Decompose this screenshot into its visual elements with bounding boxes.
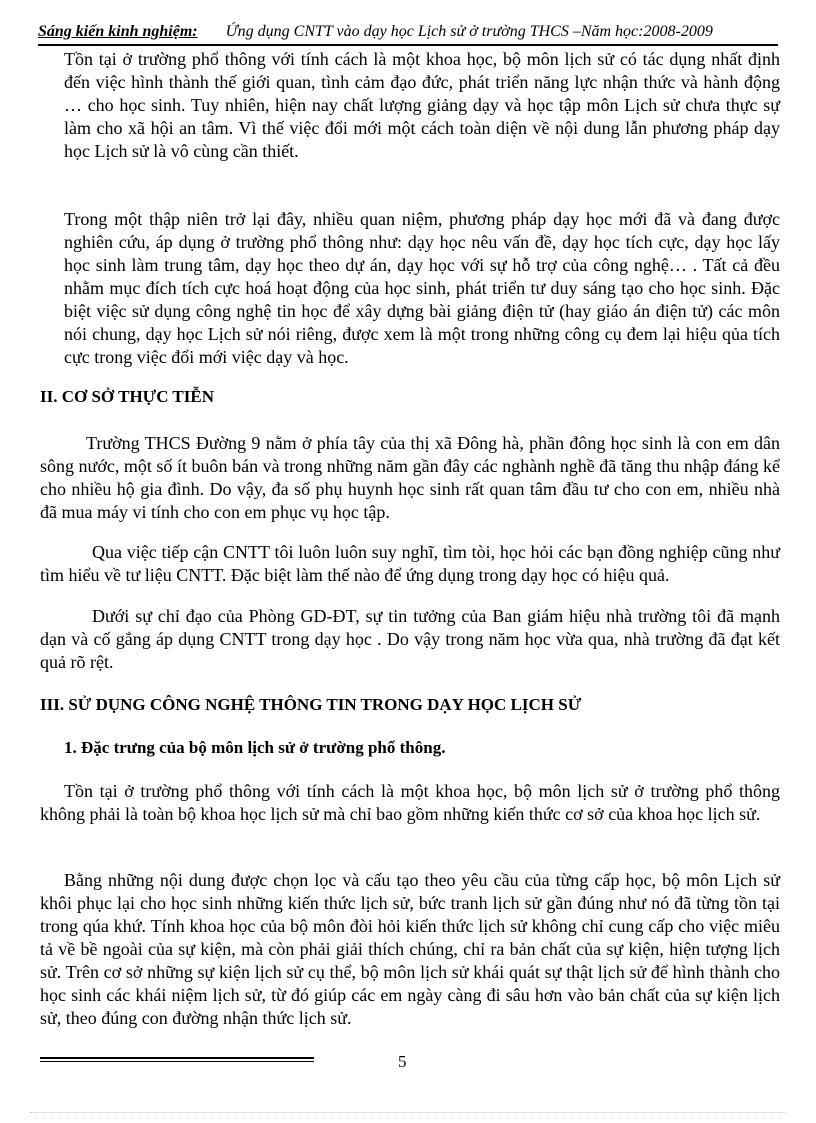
paragraph-reality-1: Trường THCS Đường 9 nằm ở phía tây của thị xã Đông hà, phần đông học sinh là con em dân sông nước, một số ít buôn bán và trong những năm gần đây các nghành nghề đã tăng thu nhập đáng kể cho nhiều hộ gia đình. Do vậy, đa số phụ huynh học sinh rất quan tâm đầu tư cho con em, nhiều nhà đã mua máy vi tính cho con em phục vụ học tập. bbox=[40, 433, 780, 522]
page-number: 5 bbox=[398, 1052, 407, 1071]
section-heading-2: II. CƠ SỞ THỰC TIỄN bbox=[40, 387, 214, 406]
header-document-type: Sáng kiến kinh nghiệm: bbox=[38, 23, 198, 40]
footer-rule bbox=[40, 1057, 314, 1059]
subsection-heading-1: 1. Đặc trưng của bộ môn lịch sử ở trường phổ thông. bbox=[64, 738, 446, 757]
paragraph-characteristics-1: Tồn tại ở trường phổ thông với tính cách là một khoa học, bộ môn lịch sử ở trường phổ thông không phải là toàn bộ khoa học lịch sử mà chỉ bao gồm những kiến thức cơ sở của khoa học lịch sử. bbox=[40, 781, 780, 824]
paragraph-reality-2: Qua việc tiếp cận CNTT tôi luôn luôn suy nghĩ, tìm tòi, học hỏi các bạn đồng nghiệp cũng như tìm hiểu về tư liệu CNTT. Đặc biệt làm thế nào để ứng dụng trong dạy học có hiệu quả. bbox=[40, 542, 780, 585]
paragraph-characteristics-2: Bằng những nội dung được chọn lọc và cấu tạo theo yêu cầu của từng cấp học, bộ môn Lịch sử khôi phục lại cho học sinh những kiến thức lịch sử, bức tranh lịch sử gần đúng như nó đã từng tồn tại trong qúa khứ. Tính khoa học của bộ môn đòi hỏi kiến thức lịch sử không chỉ cung cấp cho việc miêu tả về bề ngoài của sự kiện, mà còn phải giải thích chúng, chỉ ra bản chất của sự kiện, hiện tượng lịch sử. Trên cơ sở những sự kiện lịch sử cụ thể, bộ môn lịch sử khái quát sự thật lịch sử để hình thành cho học sinh các khái niệm lịch sử, từ đó giúp các em ngày càng đi sâu hơn vào bản chất của sự kiện lịch sử, theo đúng con đường nhận thức lịch sử. bbox=[40, 870, 780, 1028]
section-heading-3: III. SỬ DỤNG CÔNG NGHỆ THÔNG TIN TRONG DẠY HỌC LỊCH SỬ bbox=[40, 695, 582, 714]
footer-rule-secondary bbox=[40, 1061, 314, 1062]
page-header bbox=[38, 22, 778, 46]
page-bottom-border bbox=[30, 1112, 786, 1113]
paragraph-intro-2: Trong một thập niên trở lại đây, nhiều quan niệm, phương pháp dạy học mới đã và đang được nghiên cứu, áp dụng ở trường phổ thông như: dạy học nêu vấn đề, dạy học tích cực, dạy học lấy học sinh làm trung tâm, dạy học theo dự án, dạy học với sự hỗ trợ của công nghệ… . Tất cả đều nhằm mục đích tích cực hoá hoạt động của học sinh, phát triển tư duy sáng tạo cho học sinh. Đặc biệt việc sử dụng công nghệ tin học để xây dựng bài giảng điện tử (hay giáo án điện tử) các môn nói chung, dạy học Lịch sử nói riêng, được xem là một trong những công cụ đem lại hiệu qủa tích cực trong việc đổi mới việc dạy và học. bbox=[64, 209, 780, 367]
paragraph-reality-3: Dưới sự chỉ đạo của Phòng GD-ĐT, sự tin tưởng của Ban giám hiệu nhà trường tôi đã mạnh dạn và cố gắng áp dụng CNTT trong dạy học . Do vậy trong năm học vừa qua, nhà trường đã đạt kết quả rõ rệt. bbox=[40, 606, 780, 672]
header-document-title: Ứng dụng CNTT vào dạy học Lịch sử ở trường THCS –Năm học:2008-2009 bbox=[225, 23, 713, 40]
paragraph-intro-1: Tồn tại ở trường phổ thông với tính cách là một khoa học, bộ môn lịch sử có tác dụng nhất định đến việc hình thành thế giới quan, tình cảm đạo đức, phát triển năng lực nhận thức và hành động … cho học sinh. Tuy nhiên, hiện nay chất lượng giảng dạy và học tập môn Lịch sử chưa thực sự làm cho xã hội an tâm. Vì thế việc đổi mới một cách toàn diện về nội dung lẫn phương pháp dạy học Lịch sử là vô cùng cần thiết. bbox=[64, 49, 780, 161]
